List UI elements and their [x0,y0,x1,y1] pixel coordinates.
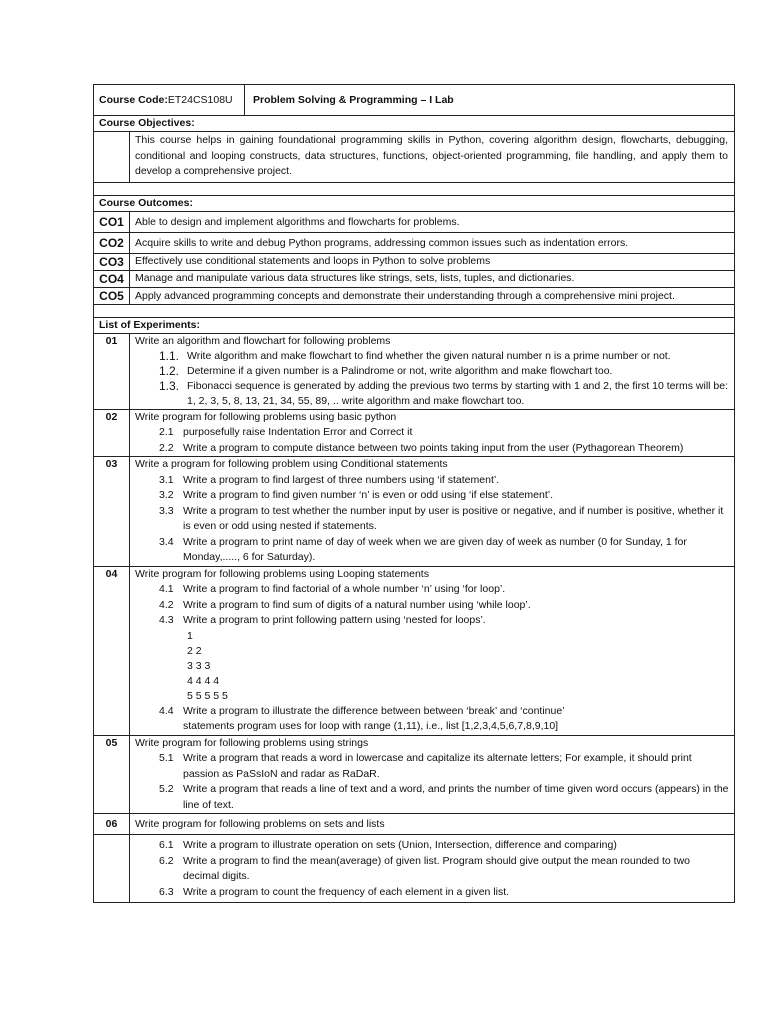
experiment-item: 4.4 Write a program to illustrate the difference between between ‘break’ and ‘continue’ [159,704,565,717]
experiment-title: Write an algorithm and flowchart for following problems [135,334,391,347]
experiment-number: 03 [94,457,130,567]
experiment-item: 6.2 Write a program to find the mean(average) of given list. Program should give output the mean rounded to two decimal digits. [159,854,690,882]
experiment-item: 3.3 Write a program to test whether the number input by user is positive or negative, and if number is positive, whether it is even or odd using nested if statements. [159,504,724,532]
experiment-item-continuation: statements program uses for loop with range (1,11), i.e., list [1,2,3,4,5,6,7,8,9,10] [183,720,559,732]
experiment-row-02 [94,409,735,457]
experiment-item: 1.1. Write algorithm and make flowchart to find whether the given natural number n is a prime number or not. [159,348,671,363]
pattern-line: 3 3 3 [187,659,211,672]
experiment-item: 1.2. Determine if a given number is a Palindrome or not, write algorithm and make flowchart too. [159,363,613,378]
experiment-row-05 [94,735,735,814]
objectives-row [94,132,735,183]
outcome-text: Manage and manipulate various data structures like strings, sets, lists, tuples, and dictionaries. [130,270,735,287]
outcome-text: Effectively use conditional statements and loops in Python to solve problems [130,253,735,270]
experiment-row-06 [94,814,735,835]
outcome-id: CO1 [94,211,130,232]
experiment-title: Write program for following problems using strings [135,736,369,749]
experiment-item: 2.2 Write a program to compute distance between two points taking input from the user (Pythagorean Theorem) [159,441,684,454]
experiment-row-04 [94,566,735,735]
pattern-line: 4 4 4 4 [187,674,220,687]
syllabus-page [93,84,735,903]
outcome-id: CO5 [94,287,130,304]
pattern-line: 2 2 [187,644,202,657]
experiment-title: Write program for following problems on sets and lists [130,814,735,835]
outcomes-heading: Course Outcomes: [94,195,735,211]
experiment-item: 4.3 Write a program to print following pattern using ‘nested for loops’. [159,614,486,626]
pattern-line: 1 [187,629,193,642]
experiment-item: 6.1 Write a program to illustrate operation on sets (Union, Intersection, difference and comparing) [159,839,617,851]
course-code-cell [94,85,245,116]
course-code-value: ET24CS108U [167,94,233,106]
experiment-row-06-items [94,835,735,903]
outcome-row-co5 [94,287,735,304]
experiment-item: 2.1 purposefully raise Indentation Error and Correct it [159,426,413,438]
experiment-row-01 [94,333,735,409]
outcome-text: Apply advanced programming concepts and demonstrate their understanding through a comprehensive mini project. [130,287,735,304]
experiment-number: 04 [94,566,130,735]
experiment-number: 02 [94,409,130,457]
experiment-item: 3.4 Write a program to print name of day of week when we are given day of week as number (0 for Sunday, 1 for Monday,....., 6 for Saturday). [159,535,687,563]
outcome-id: CO2 [94,232,130,253]
experiment-title: Write program for following problems using basic python [135,410,397,423]
outcome-row-co1 [94,211,735,232]
experiment-row-03 [94,457,735,567]
experiment-item: 3.2 Write a program to find given number ‘n’ is even or odd using ‘if else statement’. [159,489,554,501]
outcome-text: Acquire skills to write and debug Python programs, addressing common issues such as indentation errors. [130,232,735,253]
outcome-row-co4 [94,270,735,287]
experiment-title: Write a program for following problem using Conditional statements [135,458,448,470]
experiment-title: Write program for following problems using Looping statements [135,567,429,580]
experiment-item: 5.2 Write a program that reads a line of text and a word, and prints the number of time given word occurs (appears) in the line of text. [159,783,729,811]
experiment-item: 5.1 Write a program that reads a word in lowercase and capitalize its alternate letters; For example, it should print passion as PaSsIoN and radar as RaDaR. [159,752,692,780]
outcome-row-co3 [94,253,735,270]
outcome-text: Able to design and implement algorithms and flowcharts for problems. [130,211,735,232]
experiment-item: 4.1 Write a program to find factorial of a whole number ‘n’ using ‘for loop’. [159,583,506,595]
experiment-number: 06 [94,814,130,835]
experiment-number: 05 [94,735,130,814]
experiments-heading: List of Experiments: [94,317,735,333]
experiment-item: 3.1 Write a program to find largest of three numbers using ‘if statement’. [159,473,500,486]
experiment-item: 4.2 Write a program to find sum of digits of a natural number using ‘while loop’. [159,598,531,611]
outcome-id: CO3 [94,253,130,270]
objectives-heading: Course Objectives: [94,116,735,132]
objectives-text: This course helps in gaining foundational programming skills in Python, covering algorithm design, flowcharts, debugging, conditional and looping constructs, data structures, functions, object-oriented programming, file handling, and apply them to develop a comprehensive project. [130,132,735,183]
experiment-item: 1.3. Fibonacci sequence is generated by adding the previous two terms by starting with 1 and 2, the first 10 terms will be: 1, 2, 3, 5, 8, 13, 21, 34, 55, 89, .. write algorithm and make flowchart too. [159,378,729,407]
course-code-label: Course Code: [99,94,168,106]
course-title: Problem Solving & Programming – I Lab [245,85,735,116]
course-header-row [94,85,735,116]
syllabus-table [93,84,735,903]
experiment-number: 01 [94,333,130,409]
outcome-id: CO4 [94,270,130,287]
pattern-line: 5 5 5 5 5 [187,689,228,702]
outcome-row-co2 [94,232,735,253]
experiment-item: 6.3 Write a program to count the frequency of each element in a given list. [159,885,510,898]
